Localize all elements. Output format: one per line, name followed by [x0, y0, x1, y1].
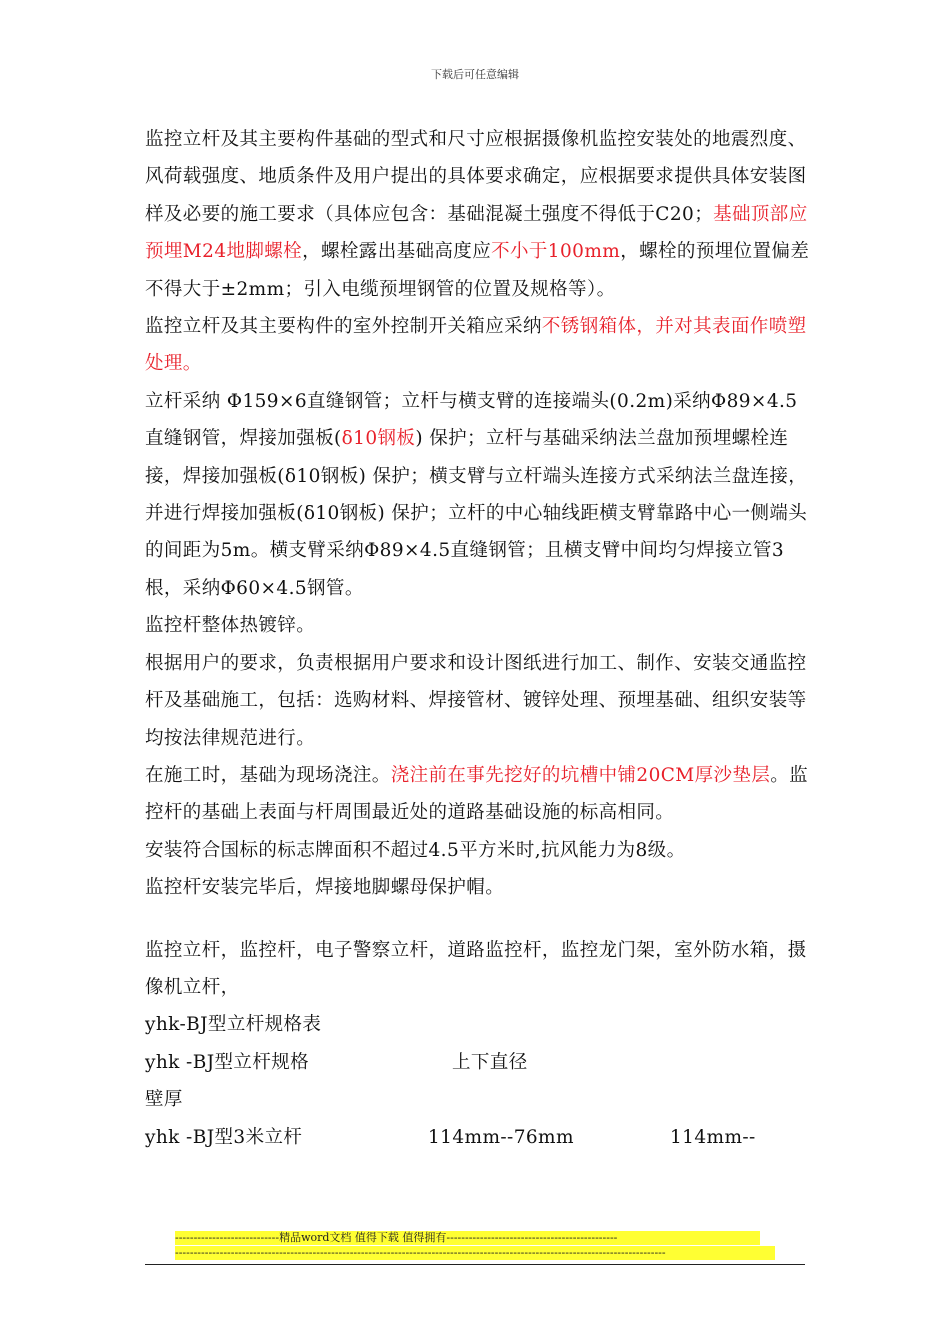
- paragraph-text: 立杆采纳 Φ159×6直缝钢管；立杆与横支臂的连接端头(0.2m)采纳Φ89×4.5直缝钢管，焊接加强板(: [145, 390, 798, 450]
- paragraph-text: ，螺栓的预埋位置偏差不得大于±2mm；引入电缆预埋钢管的位置及规格等）。: [145, 241, 810, 300]
- table-header-row: [145, 1044, 810, 1081]
- body-paragraph: [145, 757, 810, 832]
- table-header-spec: yhk -BJ型立杆规格: [145, 1051, 310, 1073]
- table-row: [145, 1119, 810, 1156]
- paragraph-text: 监控立杆及其主要构件基础的型式和尺寸应根据摄像机监控安装处的地震烈度、风荷载强度、地质条件及用户提出的具体要求确定，应根据要求提供具体安装图样及必要的施工要求（具体应包含：基础混凝土强度不得低于C20；: [145, 129, 807, 225]
- body-paragraph: [145, 383, 810, 607]
- page-header: 下载后可任意编辑: [431, 68, 519, 81]
- highlighted-text: δ10钢板: [341, 428, 416, 450]
- paragraph-text: ) 保护；立杆与基础采纳法兰盘加预埋螺栓连接，焊接加强板(δ10钢板) 保护；横支臂与立杆端头连接方式采纳法兰盘连接，并进行焊接加强板(δ10钢板) 保护；立杆的中心轴线距横支臂靠路中心一侧端头的间距为5m。横支臂采纳Φ89×4.5直缝钢管；且横支臂中间均匀焊接立管3根，采纳Φ60×4.5钢管。: [145, 428, 808, 599]
- paragraph-text: 安装符合国标的标志牌面积不超过4.5平方米时,抗风能力为8级。: [145, 839, 686, 861]
- body-paragraph: [145, 121, 810, 308]
- keywords-paragraph: 监控立杆，监控杆，电子警察立杆，道路监控杆，监控龙门架，室外防水箱，摄像机立杆，: [145, 939, 807, 998]
- table-title: yhk-BJ型立杆规格表: [145, 1014, 322, 1036]
- highlighted-text: 不小于100mm: [491, 241, 621, 263]
- body-paragraph: [145, 645, 810, 757]
- footer-banner: ----------------------------精品word文档 值得下载 值得拥有----------------------------------------------: [175, 1231, 760, 1245]
- body-paragraph: [145, 869, 810, 906]
- body-paragraph: [145, 308, 810, 383]
- table-header-thickness: 壁厚: [145, 1089, 183, 1111]
- paragraph-text: 根据用户的要求，负责根据用户要求和设计图纸进行加工、制作、安装交通监控杆及基础施工，包括：选购材料、焊接管材、镀锌处理、预埋基础、组织安装等均按法律规范进行。: [145, 652, 807, 749]
- highlighted-text: 基础顶部应预埋M24地脚螺栓: [145, 203, 808, 263]
- footer-banner-dashes: ------------------------------------------------------------------------------------------------------------------------------------: [175, 1246, 775, 1260]
- paragraph-text: 监控立杆及其主要构件的室外控制开关箱应采纳: [145, 316, 542, 338]
- table-cell-spec: yhk -BJ型3米立杆: [145, 1126, 303, 1148]
- paragraph-text: 在施工时，基础为现场浇注。: [145, 764, 391, 786]
- paragraph-text: ，螺栓露出基础高度应: [302, 241, 492, 263]
- body-paragraph: [145, 832, 810, 869]
- table-cell-thickness: 114mm--: [670, 1126, 756, 1148]
- table-header-diameter: 上下直径: [452, 1051, 528, 1073]
- highlighted-text: 浇注前在事先挖好的坑槽中铺20CM厚沙垫层: [390, 764, 771, 786]
- body-paragraph: [145, 607, 810, 644]
- paragraph-list: [145, 121, 810, 907]
- paragraph-text: 监控杆安装完毕后，焊接地脚螺母保护帽。: [145, 877, 505, 899]
- document-body: [145, 121, 810, 1156]
- paragraph-text: 监控杆整体热镀锌。: [145, 615, 316, 637]
- table-cell-diameter: 114mm--76mm: [428, 1126, 574, 1148]
- paragraph-text: 。监控杆的基础上表面与杆周围最近处的道路基础设施的标高相同。: [145, 764, 809, 824]
- footer-rule: [145, 1264, 805, 1265]
- highlighted-text: 不锈钢箱体，并对其表面作喷塑处理。: [145, 316, 807, 375]
